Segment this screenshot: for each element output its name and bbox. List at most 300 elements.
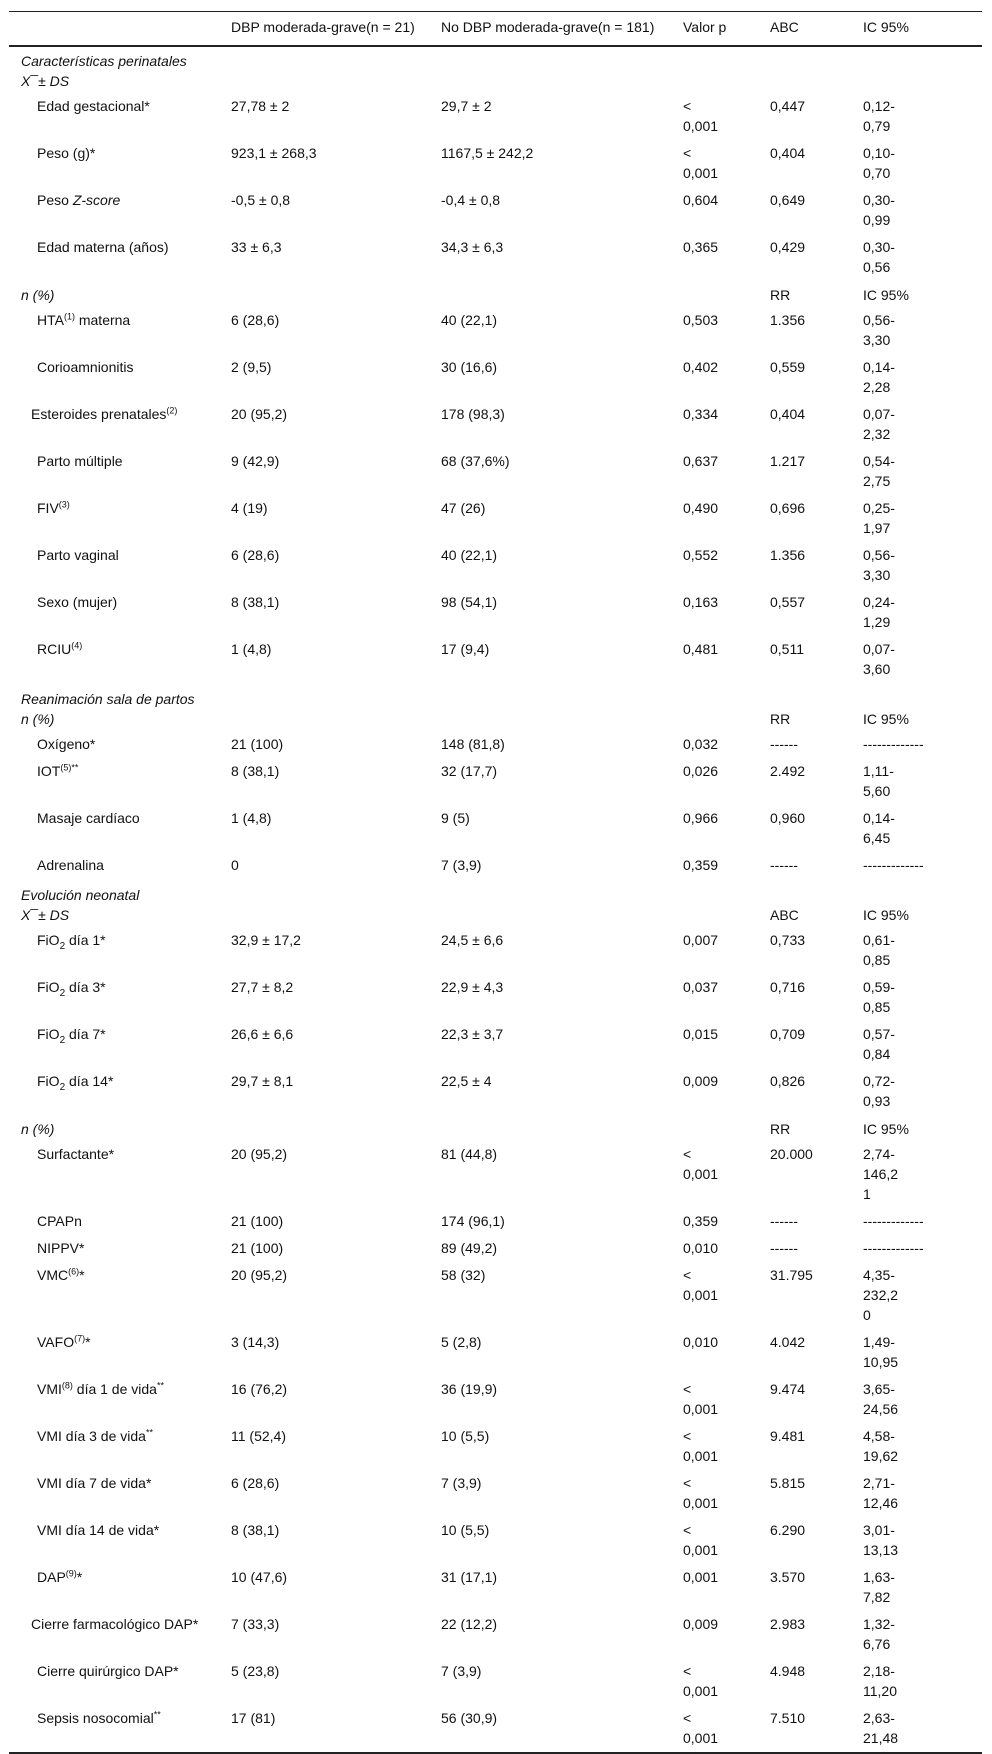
row-label: [9, 1564, 231, 1611]
cell-dbp: 27,7 ± 8,2: [231, 979, 294, 995]
subheader-metric: RR: [770, 287, 791, 303]
row-label: Parto vaginal: [37, 547, 119, 563]
row-label: [9, 1329, 231, 1376]
cell-dbp: 32,9 ± 17,2: [231, 932, 301, 948]
subheader-ci: IC 95%: [863, 287, 909, 303]
row-label-text: FIV: [37, 500, 59, 516]
cell-dbp: 20 (95,2): [231, 406, 288, 422]
cell-no-dbp: 24,5 ± 6,6: [441, 932, 504, 948]
cell-dbp: 1 (4,8): [231, 641, 272, 657]
cell-metric: 0,649: [770, 192, 806, 208]
cell-p: 0,552: [683, 547, 719, 563]
cell-no-dbp: -0,4 ± 0,8: [441, 192, 501, 208]
row-label-text: Peso: [37, 192, 73, 208]
table-row: [9, 495, 982, 542]
cell-dbp: 20 (95,2): [231, 1267, 288, 1283]
cell-p: < 0,001: [683, 1663, 719, 1699]
cell-dbp: 8 (38,1): [231, 1522, 280, 1538]
cell-dbp: -0,5 ± 0,8: [231, 192, 291, 208]
table-row: [9, 1423, 982, 1470]
cell-ci: 0,59-0,85: [863, 979, 895, 1015]
cell-ci: 2,63-21,48: [863, 1710, 899, 1746]
cell-p: < 0,001: [683, 1475, 719, 1511]
cell-no-dbp: 7 (3,9): [441, 1663, 482, 1679]
cell-p: 0,009: [683, 1616, 719, 1632]
cell-ci: 0,30-0,99: [863, 192, 895, 228]
cell-no-dbp: 68 (37,6%): [441, 453, 510, 469]
cell-dbp: 8 (38,1): [231, 594, 280, 610]
cell-ci: 2,74-146,21: [863, 1146, 899, 1202]
table-row: [9, 1068, 982, 1115]
subheader-row: [9, 71, 982, 93]
cell-ci: 0,10-0,70: [863, 145, 895, 181]
row-label-text: VMC: [37, 1267, 69, 1283]
cell-dbp: 21 (100): [231, 1240, 284, 1256]
cell-p: 0,037: [683, 979, 719, 995]
subheader-row: [9, 905, 982, 927]
cell-metric: 6.290: [770, 1522, 806, 1538]
cell-ci: 0,72-0,93: [863, 1073, 895, 1109]
row-label: [9, 758, 231, 805]
cell-p: < 0,001: [683, 1267, 719, 1303]
row-label-text: VAFO: [37, 1334, 75, 1350]
cell-metric: 0,557: [770, 594, 806, 610]
cell-no-dbp: 5 (2,8): [441, 1334, 482, 1350]
cell-no-dbp: 81 (44,8): [441, 1146, 498, 1162]
cell-ci: 2,71-12,46: [863, 1475, 899, 1511]
cell-p: < 0,001: [683, 145, 719, 181]
section-row: [9, 879, 982, 905]
cell-ci: 3,01-13,13: [863, 1522, 899, 1558]
cell-p: 0,365: [683, 239, 719, 255]
row-label: [9, 401, 231, 448]
section-row: [9, 46, 982, 71]
subheader-label: X¯± DS: [21, 907, 70, 923]
cell-no-dbp: 40 (22,1): [441, 547, 498, 563]
row-label-text: Sepsis nosocomial: [37, 1710, 154, 1726]
row-label: Adrenalina: [37, 857, 104, 873]
footnote-marker: **: [156, 1380, 164, 1391]
cell-p: 0,604: [683, 192, 719, 208]
cell-dbp: 8 (38,1): [231, 763, 280, 779]
cell-no-dbp: 40 (22,1): [441, 312, 498, 328]
cell-metric: 1.217: [770, 453, 806, 469]
footnote-marker: (9): [65, 1568, 77, 1579]
cell-ci: 4,58-19,62: [863, 1428, 899, 1464]
footnote-marker: (1): [63, 311, 75, 322]
row-label-text: día 7*: [65, 1026, 106, 1042]
row-label-text: día 3*: [65, 979, 106, 995]
cell-p: 0,026: [683, 763, 719, 779]
footnote-marker: **: [153, 1709, 161, 1720]
subscript: 2: [59, 987, 66, 999]
table-row: [9, 140, 982, 187]
cell-p: 0,490: [683, 500, 719, 516]
subscript: 2: [59, 1034, 66, 1046]
row-label: Parto múltiple: [37, 453, 123, 469]
table-row: [9, 636, 982, 683]
subheader-row: [9, 709, 982, 731]
row-label: [9, 636, 231, 683]
row-label: [9, 1705, 231, 1753]
cell-dbp: 16 (76,2): [231, 1381, 288, 1397]
subscript: 2: [59, 940, 66, 952]
cell-no-dbp: 98 (54,1): [441, 594, 498, 610]
cell-no-dbp: 22,5 ± 4: [441, 1073, 492, 1089]
table-row: [9, 927, 982, 974]
cell-dbp: 10 (47,6): [231, 1569, 288, 1585]
cell-dbp: 33 ± 6,3: [231, 239, 282, 255]
row-label: Surfactante*: [37, 1146, 115, 1162]
row-label: NIPPV*: [37, 1240, 85, 1256]
table-row: [9, 852, 982, 879]
table-row: [9, 1564, 982, 1611]
cell-dbp: 27,78 ± 2: [231, 98, 290, 114]
cell-ci: 0,07-2,32: [863, 406, 895, 442]
row-label-text: *: [85, 1334, 91, 1350]
cell-no-dbp: 178 (98,3): [441, 406, 505, 422]
header-metric: ABC: [770, 12, 863, 47]
cell-metric: 31.795: [770, 1267, 813, 1283]
cell-p: 0,010: [683, 1334, 719, 1350]
row-label: [9, 1021, 231, 1068]
cell-dbp: 17 (81): [231, 1705, 441, 1753]
row-label-text: materna: [74, 312, 131, 328]
cell-dbp: 6 (28,6): [231, 1475, 280, 1491]
cell-ci: 0,54-2,75: [863, 453, 895, 489]
cell-ci: 0,12-0,79: [863, 98, 895, 134]
cell-metric: 0,696: [770, 500, 806, 516]
row-label: [9, 1376, 231, 1423]
cell-ci: -------------: [863, 1213, 924, 1229]
cell-metric: 0,709: [770, 1026, 806, 1042]
cell-metric: 2.983: [770, 1616, 806, 1632]
cell-dbp: 0: [231, 857, 239, 873]
cell-no-dbp: 10 (5,5): [441, 1522, 490, 1538]
cell-ci: 0,07-3,60: [863, 641, 895, 677]
footnote-marker: (6): [68, 1266, 80, 1277]
cell-ci: 0,56-3,30: [863, 547, 895, 583]
cell-p: 0,637: [683, 453, 719, 469]
subheader-label: X¯± DS: [21, 73, 70, 89]
cell-ci: 0,24-1,29: [863, 594, 895, 630]
row-label: VMI día 7 de vida*: [37, 1475, 152, 1491]
row-label-text: FiO: [37, 1026, 60, 1042]
row-label-text: FiO: [37, 979, 60, 995]
section-title-neonatal: Evolución neonatal: [21, 887, 140, 903]
subheader-ci: IC 95%: [863, 1121, 909, 1137]
cell-p: < 0,001: [683, 98, 719, 134]
cell-dbp: 21 (100): [231, 1213, 284, 1229]
header-dbp: DBP moderada-grave(n = 21): [231, 12, 441, 47]
cell-dbp: 4 (19): [231, 500, 268, 516]
footnote-marker: **: [145, 1427, 153, 1438]
table-row: [9, 589, 982, 636]
cell-p: 0,001: [683, 1569, 719, 1585]
footnote-marker: (7): [74, 1333, 86, 1344]
row-label-text: RCIU: [37, 641, 72, 657]
cell-p: 0,966: [683, 810, 719, 826]
table-row: [9, 1517, 982, 1564]
cell-ci: 1,63-7,82: [863, 1569, 895, 1605]
section-title-perinatal: Características perinatales: [21, 53, 187, 69]
row-label-text: Esteroides prenatales: [31, 406, 167, 422]
cell-no-dbp: 174 (96,1): [441, 1213, 505, 1229]
row-label: [9, 1423, 231, 1470]
table-row: [9, 187, 982, 234]
table-row: [9, 1141, 982, 1208]
cell-metric: 0,429: [770, 239, 806, 255]
row-label-text: DAP: [37, 1569, 66, 1585]
table-row: [9, 93, 982, 140]
cell-no-dbp: 22,9 ± 4,3: [441, 979, 504, 995]
cell-dbp: 20 (95,2): [231, 1146, 288, 1162]
table-row: [9, 448, 982, 495]
cell-metric: 20.000: [770, 1146, 813, 1162]
footnote-marker: (5)**: [60, 762, 79, 773]
cell-ci: 0,25-1,97: [863, 500, 895, 536]
cell-metric: 1.356: [770, 547, 806, 563]
row-label: [9, 1262, 231, 1329]
row-label: [9, 187, 231, 234]
cell-p: 0,359: [683, 857, 719, 873]
table-row: [9, 1705, 982, 1753]
row-label-text: HTA: [37, 312, 64, 328]
header-empty: [9, 12, 231, 47]
cell-metric: 0,716: [770, 979, 806, 995]
row-label: Cierre farmacológico DAP*: [31, 1616, 199, 1632]
table-row: [9, 1658, 982, 1705]
row-label: Edad gestacional*: [37, 98, 150, 114]
row-label: Edad materna (años): [37, 239, 169, 255]
row-label-text: *: [79, 1267, 85, 1283]
subheader-ci: IC 95%: [863, 711, 909, 727]
subheader-metric: RR: [770, 711, 791, 727]
cell-p: 0,334: [683, 406, 719, 422]
cell-metric: 0,447: [770, 98, 806, 114]
cell-metric: ------: [770, 1240, 798, 1256]
table-row: [9, 758, 982, 805]
section-row: [9, 683, 982, 709]
cell-p: 0,402: [683, 359, 719, 375]
cell-p: < 0,001: [683, 1710, 719, 1746]
table-row: [9, 974, 982, 1021]
cell-ci: 1,11-5,60: [863, 763, 894, 799]
cell-no-dbp: 1167,5 ± 242,2: [441, 145, 534, 161]
row-label: Masaje cardíaco: [37, 810, 140, 826]
cell-ci: 0,30-0,56: [863, 239, 895, 275]
cell-no-dbp: 47 (26): [441, 500, 486, 516]
section-title-reanimation: Reanimación sala de partos: [21, 691, 195, 707]
cell-metric: 3.570: [770, 1569, 806, 1585]
table-header: [9, 12, 982, 47]
results-table-container: [9, 11, 982, 1754]
row-label-text: *: [76, 1569, 83, 1585]
cell-ci: 0,57-0,84: [863, 1026, 895, 1062]
cell-dbp: 7 (33,3): [231, 1616, 280, 1632]
row-label: VMI día 14 de vida*: [37, 1522, 160, 1538]
cell-ci: 1,32-6,76: [863, 1616, 895, 1652]
header-ci: IC 95%: [863, 12, 982, 47]
row-label: [9, 307, 231, 354]
cell-no-dbp: 17 (9,4): [441, 641, 490, 657]
footnote-marker: (3): [58, 499, 70, 510]
cell-ci: -------------: [863, 736, 924, 752]
cell-dbp: 6 (28,6): [231, 547, 280, 563]
cell-no-dbp: 10 (5,5): [441, 1428, 490, 1444]
cell-ci: 0,14-2,28: [863, 359, 895, 395]
cell-p: 0,481: [683, 641, 719, 657]
subscript: 2: [59, 1081, 66, 1093]
cell-ci: 4,35-232,20: [863, 1267, 899, 1323]
cell-metric: 0,960: [770, 810, 806, 826]
table-row: [9, 731, 982, 758]
cell-no-dbp: 32 (17,7): [441, 763, 498, 779]
header-p-value: Valor p: [683, 12, 770, 47]
table-row: [9, 1208, 982, 1235]
cell-ci: -------------: [863, 857, 924, 873]
table-row: [9, 1262, 982, 1329]
cell-ci: 0,61-0,85: [863, 932, 895, 968]
table-row: [9, 307, 982, 354]
cell-metric: 4.948: [770, 1663, 806, 1679]
cell-metric: 5.815: [770, 1475, 806, 1491]
cell-dbp: 2 (9,5): [231, 359, 272, 375]
header-no-dbp: No DBP moderada-grave(n = 181): [441, 12, 683, 47]
cell-p: < 0,001: [683, 1428, 719, 1464]
row-label-text: IOT: [37, 763, 61, 779]
cell-metric: 0,404: [770, 406, 806, 422]
row-label: [9, 927, 231, 974]
row-label: Oxígeno*: [37, 736, 96, 752]
cell-dbp: 923,1 ± 268,3: [231, 145, 317, 161]
cell-dbp: 1 (4,8): [231, 810, 272, 826]
cell-metric: 9.481: [770, 1428, 806, 1444]
cell-metric: 0,733: [770, 932, 806, 948]
cell-no-dbp: 56 (30,9): [441, 1705, 683, 1753]
subheader-ci: IC 95%: [863, 907, 909, 923]
cell-dbp: 9 (42,9): [231, 453, 280, 469]
cell-no-dbp: 9 (5): [441, 810, 470, 826]
cell-p: 0,163: [683, 594, 719, 610]
cell-metric: 1.356: [770, 312, 806, 328]
cell-dbp: 3 (14,3): [231, 1334, 280, 1350]
table-row: [9, 1611, 982, 1658]
row-label: Peso (g)*: [37, 145, 96, 161]
row-label-text: FiO: [37, 1073, 60, 1089]
cell-ci: 0,56-3,30: [863, 312, 895, 348]
cell-no-dbp: 7 (3,9): [441, 857, 482, 873]
subheader-metric: RR: [770, 1121, 791, 1137]
cell-dbp: 29,7 ± 8,1: [231, 1073, 294, 1089]
cell-p: 0,007: [683, 932, 719, 948]
cell-p: < 0,001: [683, 1522, 719, 1558]
subheader-label: n (%): [21, 711, 55, 727]
row-label-text: VMI: [37, 1381, 62, 1397]
row-label-text: FiO: [37, 932, 60, 948]
cell-p: 0,359: [683, 1213, 719, 1229]
subheader-label: n (%): [21, 287, 55, 303]
cell-no-dbp: 29,7 ± 2: [441, 98, 492, 114]
row-label-italic: Z-score: [72, 192, 121, 208]
cell-metric: 0,404: [770, 145, 806, 161]
row-label-text: día 1*: [65, 932, 106, 948]
cell-p: < 0,001: [683, 1146, 719, 1182]
table-row: [9, 1470, 982, 1517]
table-row: [9, 1329, 982, 1376]
cell-metric: 7.510: [770, 1705, 863, 1753]
cell-metric: 0,559: [770, 359, 806, 375]
table-row: [9, 1235, 982, 1262]
cell-no-dbp: 31 (17,1): [441, 1569, 498, 1585]
cell-ci: -------------: [863, 1240, 924, 1256]
table-row: [9, 354, 982, 401]
cell-metric: 0,826: [770, 1073, 806, 1089]
footnote-marker: (4): [71, 640, 83, 651]
row-label: [9, 1068, 231, 1115]
results-table: [9, 11, 982, 1754]
cell-no-dbp: 22 (12,2): [441, 1616, 498, 1632]
cell-p: 0,032: [683, 736, 719, 752]
subheader-row: [9, 1115, 982, 1141]
table-row: [9, 805, 982, 852]
cell-no-dbp: 7 (3,9): [441, 1475, 482, 1491]
cell-no-dbp: 30 (16,6): [441, 359, 498, 375]
table-row: [9, 1376, 982, 1423]
cell-dbp: 11 (52,4): [231, 1428, 286, 1444]
cell-metric: ------: [770, 1213, 798, 1229]
cell-p: 0,010: [683, 1240, 719, 1256]
footnote-marker: (2): [166, 405, 178, 416]
cell-metric: 9.474: [770, 1381, 806, 1397]
subheader-label: n (%): [21, 1121, 55, 1137]
row-label: [9, 974, 231, 1021]
cell-metric: 4.042: [770, 1334, 806, 1350]
cell-ci: 1,49-10,95: [863, 1334, 899, 1370]
row-label: CPAPn: [37, 1213, 82, 1229]
row-label-text: día 14*: [65, 1073, 114, 1089]
table-row: [9, 1021, 982, 1068]
cell-no-dbp: 36 (19,9): [441, 1381, 498, 1397]
cell-no-dbp: 34,3 ± 6,3: [441, 239, 504, 255]
cell-p: 0,015: [683, 1026, 719, 1042]
cell-dbp: 6 (28,6): [231, 312, 280, 328]
cell-no-dbp: 22,3 ± 3,7: [441, 1026, 504, 1042]
subheader-metric: ABC: [770, 907, 799, 923]
table-row: [9, 401, 982, 448]
cell-metric: ------: [770, 736, 798, 752]
row-label: Sexo (mujer): [37, 594, 118, 610]
cell-dbp: 5 (23,8): [231, 1663, 280, 1679]
cell-p: 0,009: [683, 1073, 719, 1089]
row-label-text: día 1 de vida: [72, 1381, 157, 1397]
table-body: [9, 46, 982, 1753]
cell-ci: 2,18-11,20: [863, 1663, 897, 1699]
cell-metric: 0,511: [770, 641, 804, 657]
cell-metric: ------: [770, 857, 798, 873]
cell-no-dbp: 148 (81,8): [441, 736, 505, 752]
row-label: Corioamnionitis: [37, 359, 134, 375]
cell-metric: 2.492: [770, 763, 806, 779]
cell-ci: 0,14-6,45: [863, 810, 895, 846]
table-row: [9, 542, 982, 589]
row-label: [9, 495, 231, 542]
row-label: Cierre quirúrgico DAP*: [37, 1663, 179, 1679]
cell-dbp: 26,6 ± 6,6: [231, 1026, 294, 1042]
cell-dbp: 21 (100): [231, 736, 284, 752]
cell-no-dbp: 89 (49,2): [441, 1240, 498, 1256]
cell-ci: 3,65-24,56: [863, 1381, 899, 1417]
